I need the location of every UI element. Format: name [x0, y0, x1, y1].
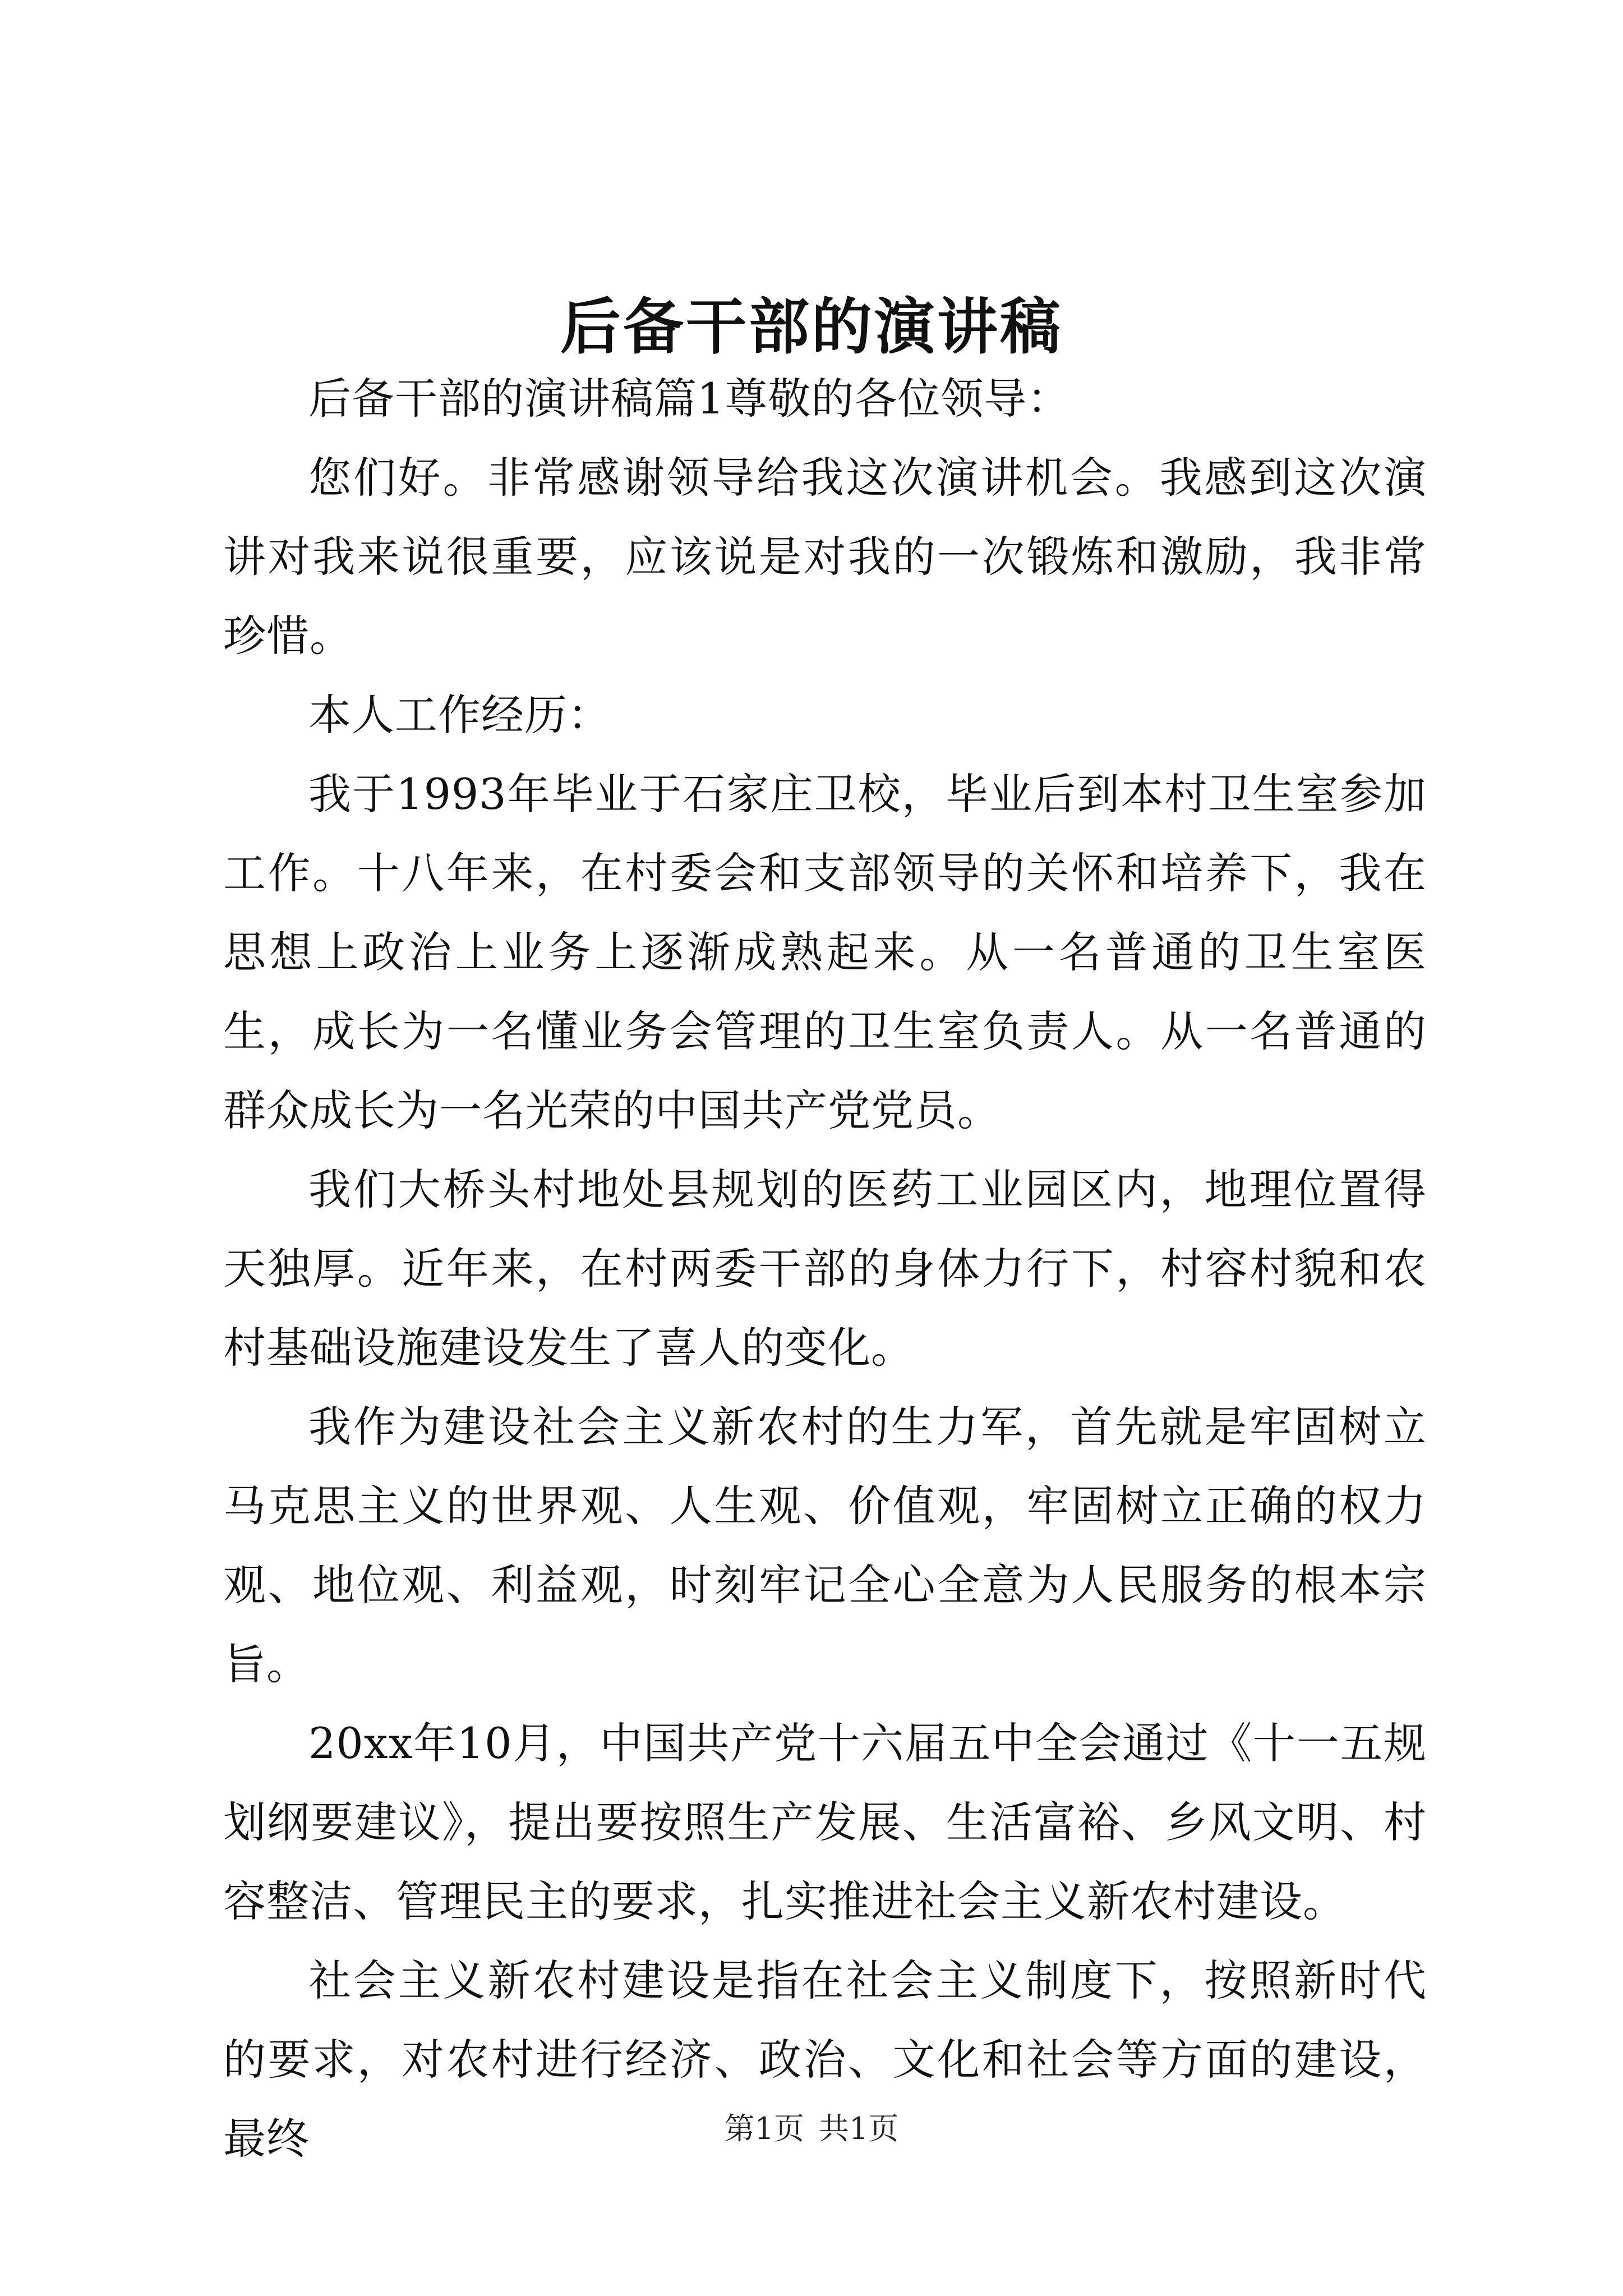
- paragraph-worldview: 我作为建设社会主义新农村的生力军，首先就是牢固树立马克思主义的世界观、人生观、价值观，牢固树立正确的权力观、地位观、利益观，时刻牢记全心全意为人民服务的根本宗旨。: [223, 1402, 1427, 1689]
- page-number: 第1页: [724, 2111, 804, 2146]
- paragraph-salutation: 后备干部的演讲稿篇1尊敬的各位领导：: [308, 374, 1071, 424]
- document-title: 后备干部的演讲稿: [560, 292, 1063, 362]
- paragraph-work-history: 我于1993年毕业于石家庄卫校，毕业后到本村卫生室参加工作。十八年来，在村委会和支部领导的关怀和培养下，我在思想上政治上业务上逐渐成熟起来。从一名普通的卫生室医生，成长为一名懂业务会管理的卫生室负责人。从一名普通的群众成长为一名光荣的中国共产党党员。: [223, 769, 1427, 1135]
- document-body: [223, 359, 1427, 2178]
- paragraph-plenary-session: 20xx年10月，中国共产党十六届五中全会通过《十一五规划纲要建议》，提出要按照生产发展、生活富裕、乡风文明、村容整洁、管理民主的要求，扎实推进社会主义新农村建设。: [223, 1718, 1427, 1926]
- page-count: 共1页: [819, 2111, 899, 2146]
- paragraph-new-countryside: 社会主义新农村建设是指在社会主义制度下，按照新时代的要求，对农村进行经济、政治、文化和社会等方面的建设，最终: [223, 1955, 1427, 2164]
- paragraph-village-location: 我们大桥头村地处县规划的医药工业园区内，地理位置得天独厚。近年来，在村两委干部的身体力行下，村容村貌和农村基础设施建设发生了喜人的变化。: [223, 1165, 1427, 1373]
- page-footer: [0, 2106, 1623, 2151]
- paragraph-greeting: 您们好。非常感谢领导给我这次演讲机会。我感到这次演讲对我来说很重要，应该说是对我的一次锻炼和激励，我非常珍惜。: [223, 453, 1427, 661]
- paragraph-work-history-heading: 本人工作经历：: [308, 690, 611, 740]
